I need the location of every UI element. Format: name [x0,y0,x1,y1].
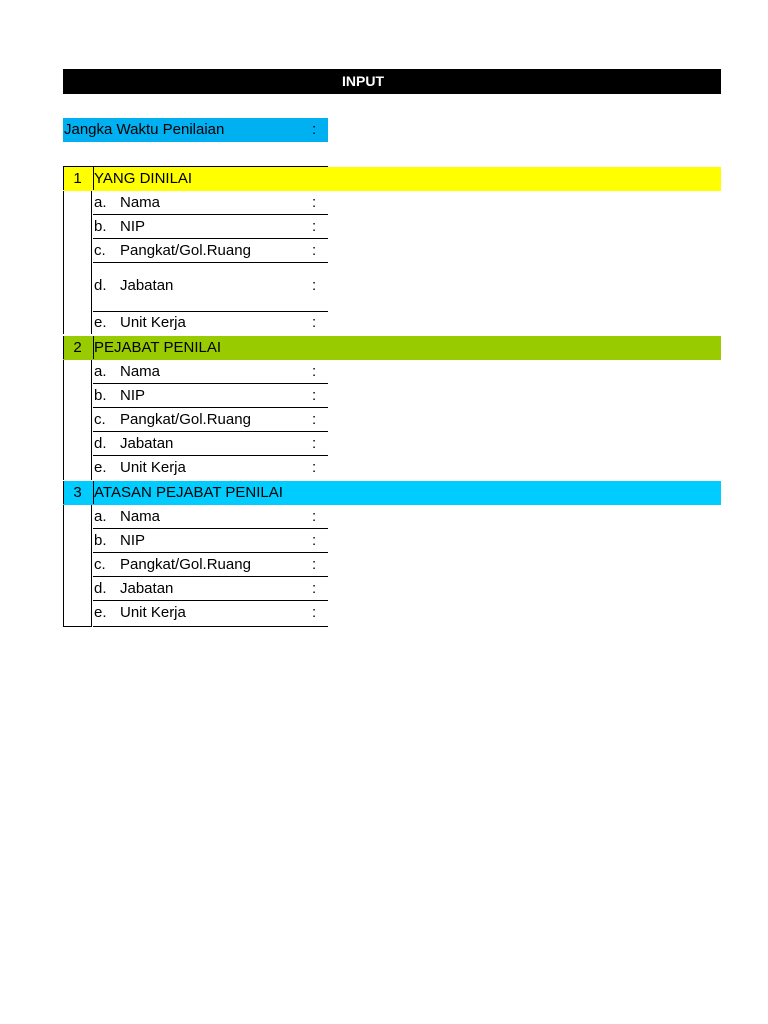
section-header-atasan-pejabat-penilai [63,481,721,505]
section-title: ATASAN PEJABAT PENILAI [94,484,283,501]
field-label: Nama [120,508,161,525]
field-label: Jabatan [120,277,174,294]
field-colon: : [312,277,317,294]
field-letter: c. [94,242,106,259]
field-label: Unit Kerja [120,459,186,476]
field-label: NIP [120,387,146,404]
field-colon: : [312,508,317,525]
field-row-nip [93,384,328,408]
field-letter: a. [94,363,107,380]
field-label: Nama [120,194,161,211]
section-items-atasan-pejabat-penilai [63,505,328,627]
field-letter: e. [94,604,107,621]
section-number: 2 [73,339,82,356]
field-colon: : [312,604,317,621]
assessment-period-label: Jangka Waktu Penilaian [64,121,225,138]
section-title: YANG DINILAI [94,170,193,187]
field-label: Unit Kerja [120,604,186,621]
field-letter: a. [94,194,107,211]
field-label: Jabatan [120,580,174,597]
assessment-period-colon: : [312,121,317,138]
field-colon: : [312,218,317,235]
field-colon: : [312,411,317,428]
section-number: 3 [73,484,82,501]
field-row-pangkat [93,239,328,263]
field-row-nama [93,360,328,384]
field-letter: d. [94,435,107,452]
field-letter: e. [94,459,107,476]
field-colon: : [312,532,317,549]
field-colon: : [312,459,317,476]
field-colon: : [312,580,317,597]
field-colon: : [312,314,317,331]
field-letter: d. [94,277,107,294]
field-row-jabatan [93,432,328,456]
section-items-yang-dinilai [63,191,328,334]
field-row-nama [93,505,328,529]
field-row-nip [93,529,328,553]
field-letter: b. [94,387,107,404]
field-row-nama [93,191,328,215]
field-letter: a. [94,508,107,525]
section-items-pejabat-penilai [63,360,328,480]
field-row-pangkat [93,408,328,432]
section-header-pejabat-penilai [63,336,721,360]
section-header-yang-dinilai [63,167,721,191]
field-colon: : [312,387,317,404]
field-row-pangkat [93,553,328,577]
field-row-unit-kerja [93,312,328,334]
assessment-period-row [63,118,328,142]
field-label: NIP [120,532,146,549]
field-row-unit-kerja [93,601,328,627]
field-colon: : [312,242,317,259]
field-label: Pangkat/Gol.Ruang [120,556,251,573]
field-label: Jabatan [120,435,174,452]
field-row-jabatan [93,577,328,601]
field-label: NIP [120,218,146,235]
item-left-column [63,191,92,334]
title-bar [63,69,721,94]
field-colon: : [312,194,317,211]
section-title: PEJABAT PENILAI [94,339,221,356]
field-row-nip [93,215,328,239]
section-top-rule [63,166,328,167]
field-letter: d. [94,580,107,597]
item-left-column [63,505,92,627]
page-title: INPUT [342,73,384,89]
field-label: Pangkat/Gol.Ruang [120,411,251,428]
field-letter: c. [94,411,106,428]
field-row-jabatan [93,263,328,312]
field-label: Unit Kerja [120,314,186,331]
field-colon: : [312,556,317,573]
field-letter: b. [94,532,107,549]
field-row-unit-kerja [93,456,328,480]
field-letter: e. [94,314,107,331]
field-letter: c. [94,556,106,573]
field-letter: b. [94,218,107,235]
field-label: Pangkat/Gol.Ruang [120,242,251,259]
field-colon: : [312,435,317,452]
field-label: Nama [120,363,161,380]
section-number: 1 [73,170,82,187]
field-colon: : [312,363,317,380]
item-left-column [63,360,92,480]
